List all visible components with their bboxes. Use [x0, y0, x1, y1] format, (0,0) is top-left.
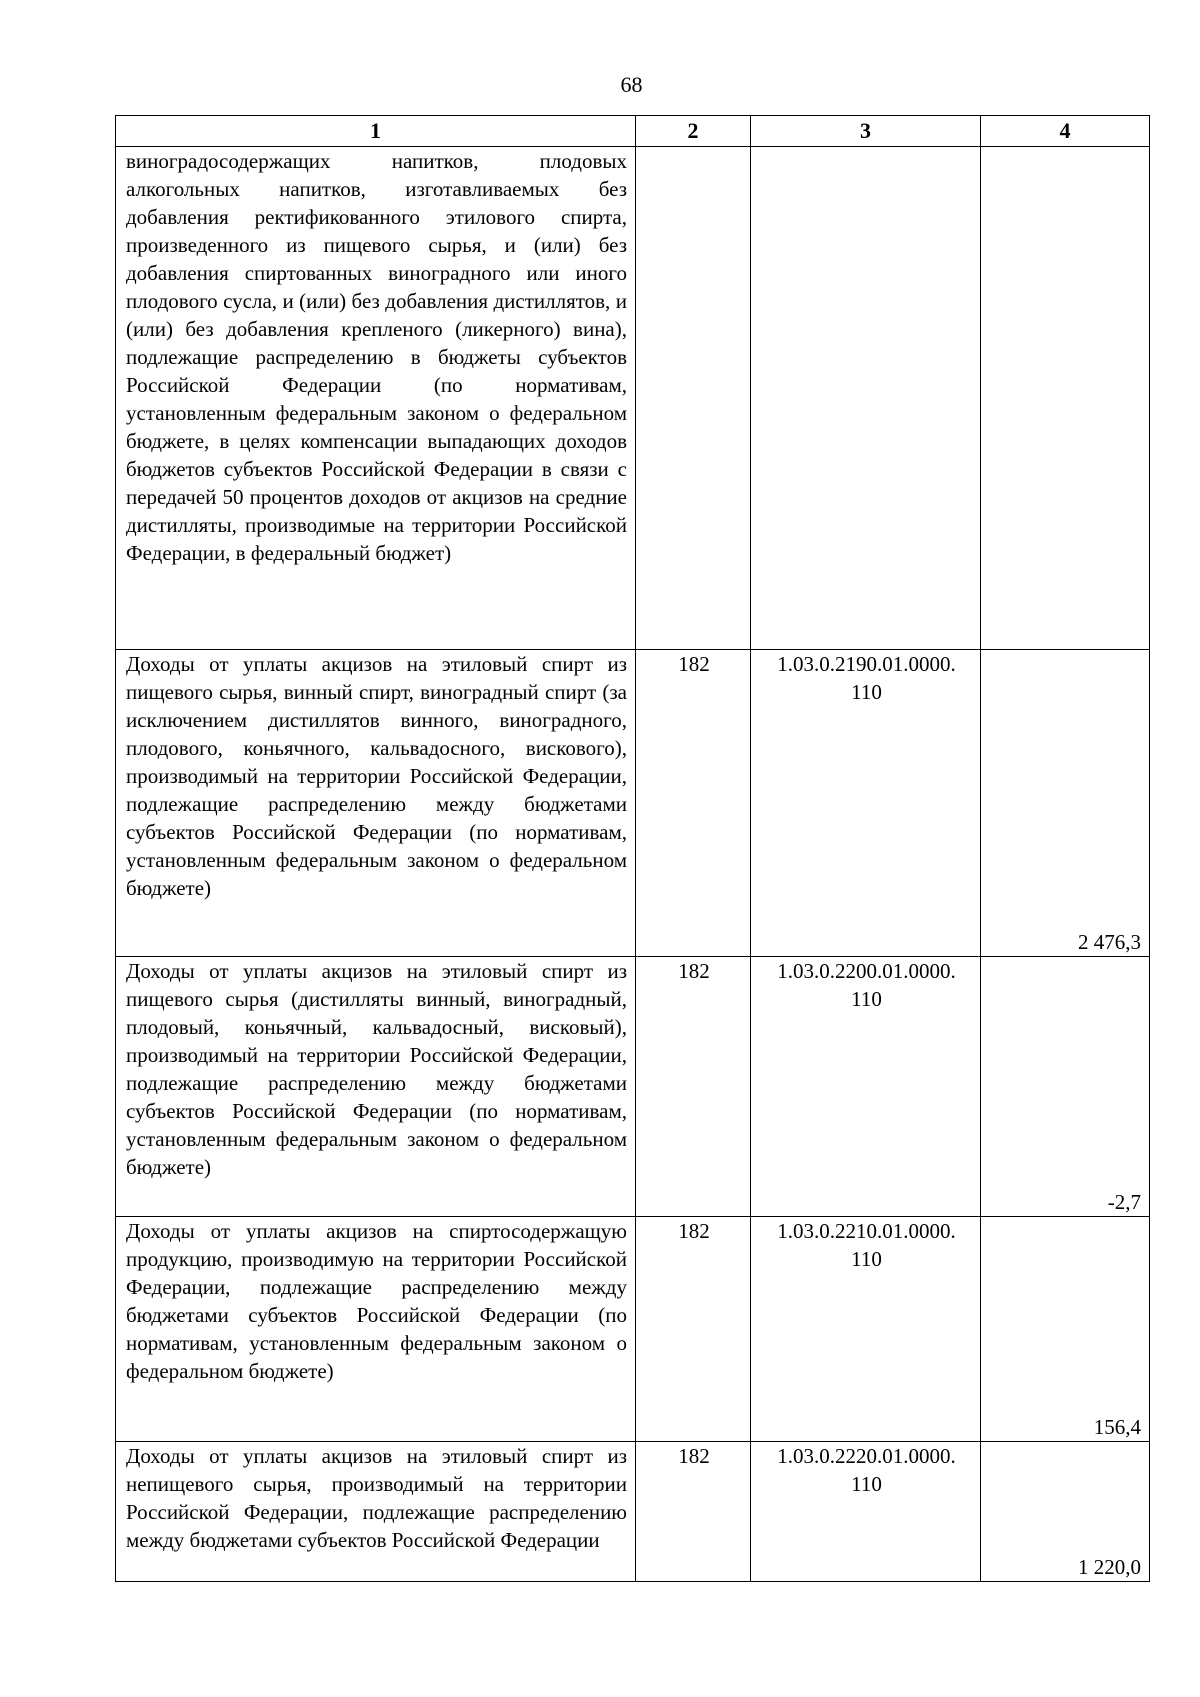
- revenue-name-cell: Доходы от уплаты акцизов на этиловый спирт из непищевого сырья, производимый на территории Российской Федерации, подлежащие распределению между бюджетами субъектов Российской Федерации: [116, 1442, 636, 1582]
- table-row: [116, 1442, 1150, 1582]
- revenue-name-cell: Доходы от уплаты акцизов на этиловый спирт из пищевого сырья, винный спирт, виноградный спирт (за исключением дистиллятов винного, виноградного, плодового, коньячного, кальвадосного, вискового), производимый на территории Российской Федерации, подлежащие распределению между бюджетами субъектов Российской Федерации (по нормативам, установленным федеральным законом о федеральном бюджете): [116, 650, 636, 957]
- amount-cell: [981, 147, 1150, 650]
- column-header-2: 2: [636, 116, 751, 147]
- budget-code-cell: [751, 957, 981, 1217]
- table-row: [116, 650, 1150, 957]
- budget-code-line1: 1.03.0.2210.01.0000.: [777, 1219, 956, 1243]
- budget-code-cell: [751, 650, 981, 957]
- budget-code-line2: 110: [851, 1247, 882, 1271]
- admin-code-cell: 182: [636, 957, 751, 1217]
- revenue-name-cell: виноградосодержащих напитков, плодовых алкогольных напитков, изготавливаемых без добавления ректификованного этилового спирта, произведенного из пищевого сырья, и (или) без добавления спиртованных виноградного или иного плодового сусла, и (или) без добавления дистиллятов, и (или) без добавления крепленого (ликерного) вина), подлежащие распределению в бюджеты субъектов Российской Федерации (по нормативам, установленным федеральным законом о федеральном бюджете, в целях компенсации выпадающих доходов бюджетов субъектов Российской Федерации в связи с передачей 50 процентов доходов от акцизов на средние дистилляты, производимые на территории Российской Федерации, в федеральный бюджет): [116, 147, 636, 650]
- column-header-4: 4: [981, 116, 1150, 147]
- admin-code-cell: 182: [636, 1217, 751, 1442]
- revenue-name-cell: Доходы от уплаты акцизов на спиртосодержащую продукцию, производимую на территории Российской Федерации, подлежащие распределению между бюджетами субъектов Российской Федерации (по нормативам, установленным федеральным законом о федеральном бюджете): [116, 1217, 636, 1442]
- admin-code-cell: 182: [636, 1442, 751, 1582]
- amount-cell: -2,7: [981, 957, 1150, 1217]
- budget-code-line2: 110: [851, 1472, 882, 1496]
- table-row: [116, 1217, 1150, 1442]
- budget-code-cell: [751, 1442, 981, 1582]
- column-header-1: 1: [116, 116, 636, 147]
- budget-code-line1: 1.03.0.2190.01.0000.: [777, 652, 956, 676]
- budget-code-line1: 1.03.0.2200.01.0000.: [777, 959, 956, 983]
- budget-code-line2: 110: [851, 680, 882, 704]
- budget-code-cell: [751, 147, 981, 650]
- budget-revenue-table: [115, 115, 1150, 1582]
- table-row: [116, 147, 1150, 650]
- column-header-3: 3: [751, 116, 981, 147]
- page-number: 68: [620, 72, 643, 97]
- amount-cell: 2 476,3: [981, 650, 1150, 957]
- table-row: [116, 957, 1150, 1217]
- budget-code-line1: 1.03.0.2220.01.0000.: [777, 1444, 956, 1468]
- table-header-row: [116, 116, 1150, 147]
- admin-code-cell: 182: [636, 650, 751, 957]
- admin-code-cell: [636, 147, 751, 650]
- revenue-name-cell: Доходы от уплаты акцизов на этиловый спирт из пищевого сырья (дистилляты винный, виноградный, плодовый, коньячный, кальвадосный, висковый), производимый на территории Российской Федерации, подлежащие распределению между бюджетами субъектов Российской Федерации (по нормативам, установленным федеральным законом о федеральном бюджете): [116, 957, 636, 1217]
- amount-cell: 1 220,0: [981, 1442, 1150, 1582]
- budget-code-cell: [751, 1217, 981, 1442]
- budget-code-line2: 110: [851, 987, 882, 1011]
- amount-cell: 156,4: [981, 1217, 1150, 1442]
